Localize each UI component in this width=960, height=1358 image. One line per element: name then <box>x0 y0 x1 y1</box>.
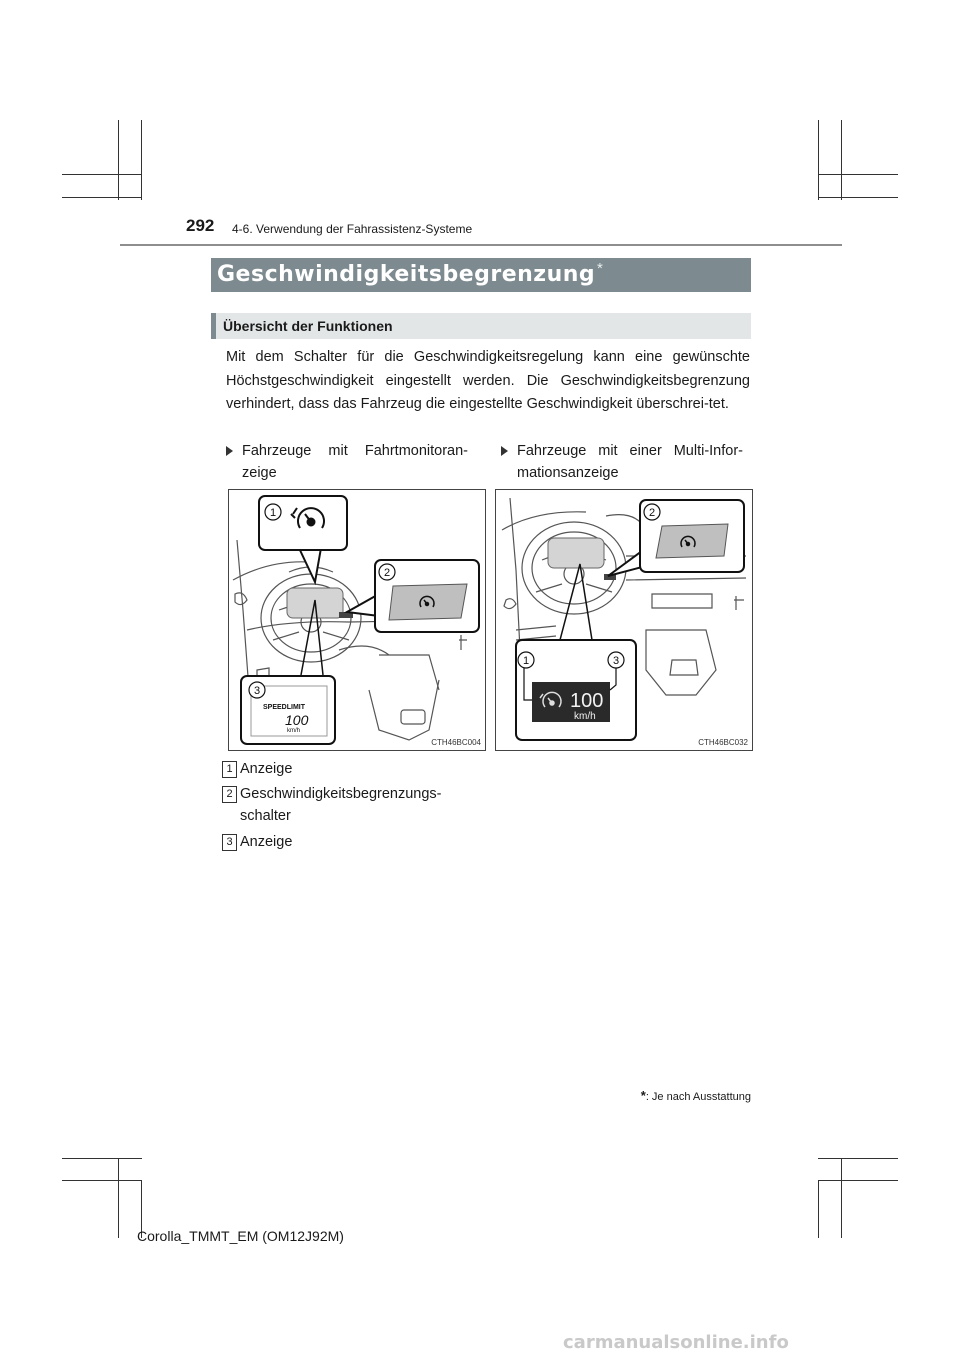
callout-number: 2 <box>648 507 656 519</box>
footer-document-id: Corolla_TMMT_EM (OM12J92M) <box>137 1228 344 1244</box>
legend-number: 1 <box>222 761 237 778</box>
variant-right <box>501 440 751 486</box>
callout-number: 1 <box>269 507 277 519</box>
crop-mark <box>62 174 142 175</box>
crop-mark <box>62 1158 142 1159</box>
legend-item <box>222 831 492 853</box>
crop-mark <box>841 120 842 200</box>
subsection-bar <box>211 313 751 339</box>
variant-left <box>226 440 476 486</box>
page-number: 292 <box>186 216 215 235</box>
chapter-title: 4-6. Verwendung der Fahrassistenz-Systeme <box>232 222 473 236</box>
crop-mark <box>141 120 142 200</box>
footnote-asterisk: * <box>640 1088 646 1103</box>
figure-dashboard-right <box>495 489 753 751</box>
footnote-text: : Je nach Ausstattung <box>645 1091 751 1103</box>
section-title-bar <box>211 258 751 292</box>
figure-code: CTH46BC004 <box>431 738 481 747</box>
variant-text: Fahrzeuge mit Fahrtmonitoran-zeige <box>242 443 468 481</box>
footnote <box>641 1088 751 1103</box>
callout-number: 3 <box>253 685 261 697</box>
legend-number: 3 <box>222 834 237 851</box>
dashboard-illustration-left <box>229 490 485 750</box>
crop-mark <box>841 1158 842 1238</box>
dashboard-illustration-right <box>496 490 752 750</box>
callout-number: 1 <box>522 655 530 667</box>
legend-item <box>222 783 492 827</box>
header-divider <box>120 244 842 246</box>
crop-mark <box>818 174 898 175</box>
watermark: carmanualsonline.info <box>563 1332 789 1353</box>
display-label: SPEEDLIMIT <box>263 704 306 711</box>
crop-mark <box>818 1180 819 1238</box>
display-unit: km/h <box>287 728 301 734</box>
legend-number: 2 <box>222 786 237 803</box>
crop-mark <box>818 197 898 198</box>
crop-mark <box>62 1180 142 1181</box>
legend-item <box>222 758 492 780</box>
crop-mark <box>118 120 119 200</box>
display-value: 100 <box>285 712 309 728</box>
triangle-bullet-icon <box>226 446 233 456</box>
callout-number: 3 <box>612 655 620 667</box>
triangle-bullet-icon <box>501 446 508 456</box>
legend-text: Geschwindigkeitsbegrenzungs-schalter <box>240 786 442 824</box>
variant-text: Fahrzeuge mit einer Multi-Infor-mationsanzeige <box>517 443 743 481</box>
display-unit: km/h <box>574 711 596 722</box>
crop-mark <box>62 197 142 198</box>
subsection-marker <box>211 313 216 339</box>
legend-text: Anzeige <box>240 834 293 850</box>
crop-mark <box>818 120 819 200</box>
section-title: Geschwindigkeitsbegrenzung <box>217 262 596 287</box>
crop-mark <box>818 1158 898 1159</box>
legend-text: Anzeige <box>240 761 293 777</box>
crop-mark <box>118 1158 119 1238</box>
title-asterisk: * <box>597 260 603 277</box>
intro-paragraph: Mit dem Schalter für die Geschwindigkeitsregelung kann eine gewünschte Höchstgeschwindigkeit eingestellt werden. Die Geschwindigkeitsbegrenzung verhindert, dass das Fahrzeug die eingestellte Geschwindigkeit überschrei-tet. <box>226 349 750 412</box>
subsection-title: Übersicht der Funktionen <box>223 318 393 334</box>
figure-code: CTH46BC032 <box>698 738 748 747</box>
figure-dashboard-left <box>228 489 486 751</box>
display-value: 100 <box>570 690 604 712</box>
callout-number: 2 <box>383 567 391 579</box>
crop-mark <box>818 1180 898 1181</box>
